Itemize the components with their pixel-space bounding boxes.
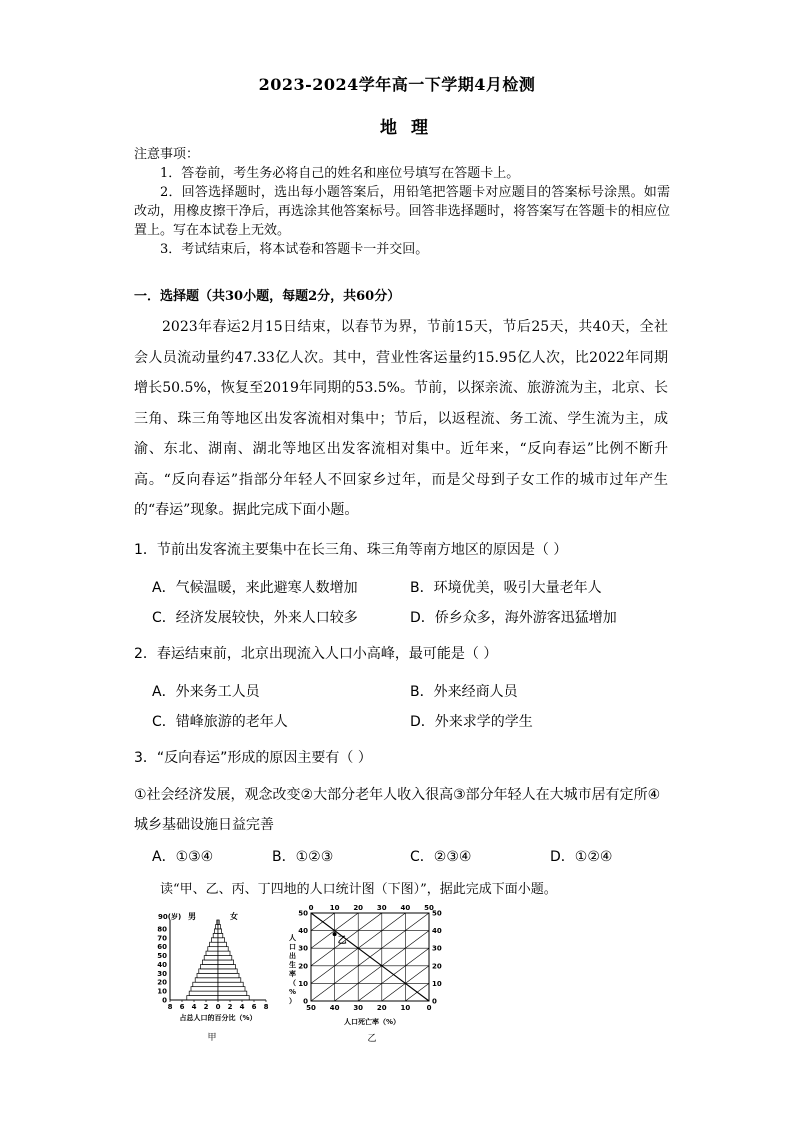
q1-option-d[interactable]: D．侨乡众多，海外游客迅猛增加 — [410, 610, 617, 626]
rate-bottom-tick: 0 — [426, 1004, 432, 1012]
pyramid-age-tick: 80 — [157, 925, 167, 934]
pyramid-bar-female — [218, 991, 247, 995]
pyramid-x-tick: 0 — [215, 1003, 221, 1011]
pyramid-x-tick: 8 — [263, 1003, 269, 1011]
pyramid-age-tick: 30 — [157, 969, 167, 978]
pyramid-chart-jia — [148, 904, 286, 1042]
pyramid-bar-male — [189, 991, 218, 995]
rate-bottom-tick: 30 — [353, 1004, 364, 1012]
pyramid-bar-male — [199, 969, 218, 973]
rate-left-tick: 10 — [298, 979, 308, 988]
rate-chart-yi — [276, 900, 462, 1076]
pyramid-bar-female — [218, 924, 220, 928]
rate-point — [333, 932, 337, 936]
pyramid-bar-male — [197, 973, 218, 977]
pyramid-bar-female — [218, 982, 243, 986]
notes-heading: 注意事项： — [134, 147, 200, 162]
pyramid-bar-female — [218, 947, 228, 951]
pyramid-x-tick: 2 — [203, 1003, 209, 1011]
pyramid-bar-female — [218, 956, 232, 960]
pyramid-age-tick: 10 — [157, 987, 167, 996]
pyramid-bar-female — [218, 987, 245, 991]
question-3-items: ①社会经济发展，观念改变②大部分老年人收入很高③部分年轻人在大城市居有定所④城乡基础设施日益完善 — [134, 787, 661, 833]
pyramid-bar-female — [218, 920, 219, 924]
note-item: 3．考试结束后，将本试卷和答题卡一并交回。 — [160, 242, 429, 257]
rate-point-label: 乙 — [337, 936, 347, 947]
pyramid-bar-female — [218, 996, 249, 1000]
pyramid-bar-female — [218, 960, 234, 964]
pyramid-right-label: 女 — [230, 912, 238, 921]
rate-bottom-tick: 10 — [400, 1004, 411, 1012]
pyramid-bar-male — [187, 996, 218, 1000]
q3-option-c[interactable]: C．②③④ — [410, 849, 472, 865]
pyramid-bar-male — [193, 982, 218, 986]
rate-top-tick: 0 — [308, 904, 314, 912]
pyramid-bar-female — [218, 978, 241, 982]
pyramid-age-tick: 50 — [157, 952, 167, 961]
rate-top-tick: 40 — [400, 904, 411, 912]
rate-top-tick: 20 — [353, 904, 364, 912]
pyramid-age-tick: 0 — [162, 996, 167, 1005]
pyramid-age-tick: 40 — [157, 960, 167, 969]
pyramid-age-top-label: 90(岁) — [158, 913, 182, 921]
pyramid-bar-female — [218, 933, 223, 937]
pyramid-bar-female — [218, 964, 235, 968]
pyramid-left-label: 男 — [188, 912, 196, 921]
rate-right-tick: 50 — [432, 909, 442, 918]
note-item: 1．答卷前，考生务必将自己的姓名和座位号填写在答题卡上。 — [160, 166, 520, 181]
pyramid-bar-female — [218, 938, 225, 942]
rate-left-tick: 50 — [298, 909, 308, 918]
pyramid-age-tick: 60 — [157, 943, 167, 952]
rate-chart-ylabel: 人口出生率（%） — [289, 934, 297, 1005]
rate-left-tick: 20 — [298, 962, 308, 971]
pyramid-age-tick: 70 — [157, 934, 167, 943]
rate-top-tick: 50 — [424, 904, 434, 912]
q2-option-b[interactable]: B．外来经商人员 — [410, 684, 518, 700]
pyramid-x-tick: 6 — [179, 1003, 185, 1011]
pyramid-bar-female — [218, 929, 222, 933]
pyramid-age-tick: 20 — [157, 978, 167, 987]
rate-chart-caption: 乙 — [367, 1034, 377, 1044]
pyramid-bar-male — [201, 964, 218, 968]
question-2-stem: 2．春运结束前，北京出现流入人口小高峰，最可能是（ ） — [134, 646, 498, 662]
pyramid-bar-male — [214, 929, 218, 933]
pyramid-x-tick: 4 — [239, 1003, 245, 1011]
pyramid-bar-male — [204, 956, 218, 960]
figure-intro: 读“甲、乙、丙、丁四地的人口统计图（下图）”，据此完成下面小题。 — [160, 882, 557, 897]
rate-right-tick: 20 — [432, 962, 442, 971]
note-item: 2．回答选择题时，选出每小题答案后，用铅笔把答题卡对应题目的答案标号涂黑。如需改动，用橡皮擦干净后，再选涂其他答案标号。回答非选择题时，将答案写在答题卡的相应位置上。写在本试卷上无效。 — [134, 185, 670, 238]
pyramid-bar-male — [208, 947, 218, 951]
pyramid-caption: 甲 — [207, 1033, 217, 1042]
section-heading: 一．选择题（共30小题，每题2分，共60分） — [134, 289, 401, 304]
rate-left-tick: 40 — [298, 927, 308, 936]
pyramid-bar-female — [218, 973, 239, 977]
pyramid-bar-male — [191, 987, 218, 991]
rate-top-tick: 30 — [376, 904, 387, 912]
q3-option-b[interactable]: B．①②③ — [272, 849, 334, 865]
q2-option-c[interactable]: C．错峰旅游的老年人 — [152, 714, 288, 730]
q2-option-d[interactable]: D．外来求学的学生 — [410, 714, 533, 730]
question-3-stem: 3．“反向春运”形成的原因主要有（ ） — [134, 750, 372, 766]
rate-right-tick: 10 — [432, 979, 442, 988]
rate-right-tick: 30 — [432, 944, 442, 953]
rate-left-tick: 30 — [298, 944, 308, 953]
pyramid-bar-male — [213, 933, 218, 937]
pyramid-bar-male — [216, 924, 218, 928]
pyramid-x-tick: 8 — [167, 1003, 173, 1011]
pyramid-bar-male — [210, 942, 218, 946]
rate-right-tick: 40 — [432, 927, 442, 936]
rate-bottom-tick: 20 — [376, 1004, 387, 1012]
rate-left-tick: 0 — [303, 997, 308, 1006]
pyramid-bar-female — [218, 951, 230, 955]
pyramid-bar-female — [218, 969, 237, 973]
reading-passage: 2023年春运2月15日结束，以春节为界，节前15天，节后25天，共40天，全社会人员流动量约47.33亿人次。其中，营业性客运量约15.95亿人次，比2022年同期增长50.5%，恢复至2019年同期的53.5%。节前，以探亲流、旅游流为主，北京、长三角、珠三角等地区出发客流相对集中；节后，以返程流、务工流、学生流为主，成渝、东北、湖南、湖北等地区出发客流相对集中。近年来，“反向春运”比例不断升高。“反向春运”指部分年轻人不回家乡过年，而是父母到子女工作的城市过年产生的“春运”现象。据此完成下面小题。 — [134, 319, 668, 518]
rate-bottom-tick: 50 — [306, 1004, 316, 1012]
pyramid-bar-male — [206, 951, 218, 955]
q1-option-c[interactable]: C．经济发展较快，外来人口较多 — [152, 610, 358, 626]
pyramid-x-tick: 4 — [191, 1003, 197, 1011]
q1-option-a[interactable]: A．气候温暖，来此避寒人数增加 — [152, 580, 358, 596]
q2-option-a[interactable]: A．外来务工人员 — [152, 684, 260, 700]
pyramid-bar-male — [202, 960, 218, 964]
pyramid-xlabel: 占总人口的百分比（%） — [179, 1014, 257, 1022]
exam-title: 2023-2024学年高一下学期4月检测 — [258, 75, 536, 94]
rate-top-tick: 10 — [329, 904, 340, 912]
q3-option-a[interactable]: A．①③④ — [152, 849, 214, 865]
pyramid-x-tick: 6 — [251, 1003, 257, 1011]
pyramid-bar-male — [195, 978, 218, 982]
subject-title: 地理 — [380, 118, 442, 138]
rate-chart-xlabel: 人口死亡率（%） — [343, 1018, 401, 1026]
pyramid-bar-male — [211, 938, 218, 942]
rate-bottom-tick: 40 — [329, 1004, 340, 1012]
notes-list — [134, 164, 670, 259]
pyramid-x-tick: 2 — [227, 1003, 233, 1011]
q1-option-b[interactable]: B．环境优美，吸引大量老年人 — [410, 580, 602, 596]
pyramid-bar-female — [218, 942, 226, 946]
q3-option-d[interactable]: D．①②④ — [550, 849, 613, 865]
question-1-stem: 1．节前出发客流主要集中在长三角、珠三角等南方地区的原因是（ ） — [134, 542, 568, 558]
rate-right-tick: 0 — [432, 997, 437, 1006]
